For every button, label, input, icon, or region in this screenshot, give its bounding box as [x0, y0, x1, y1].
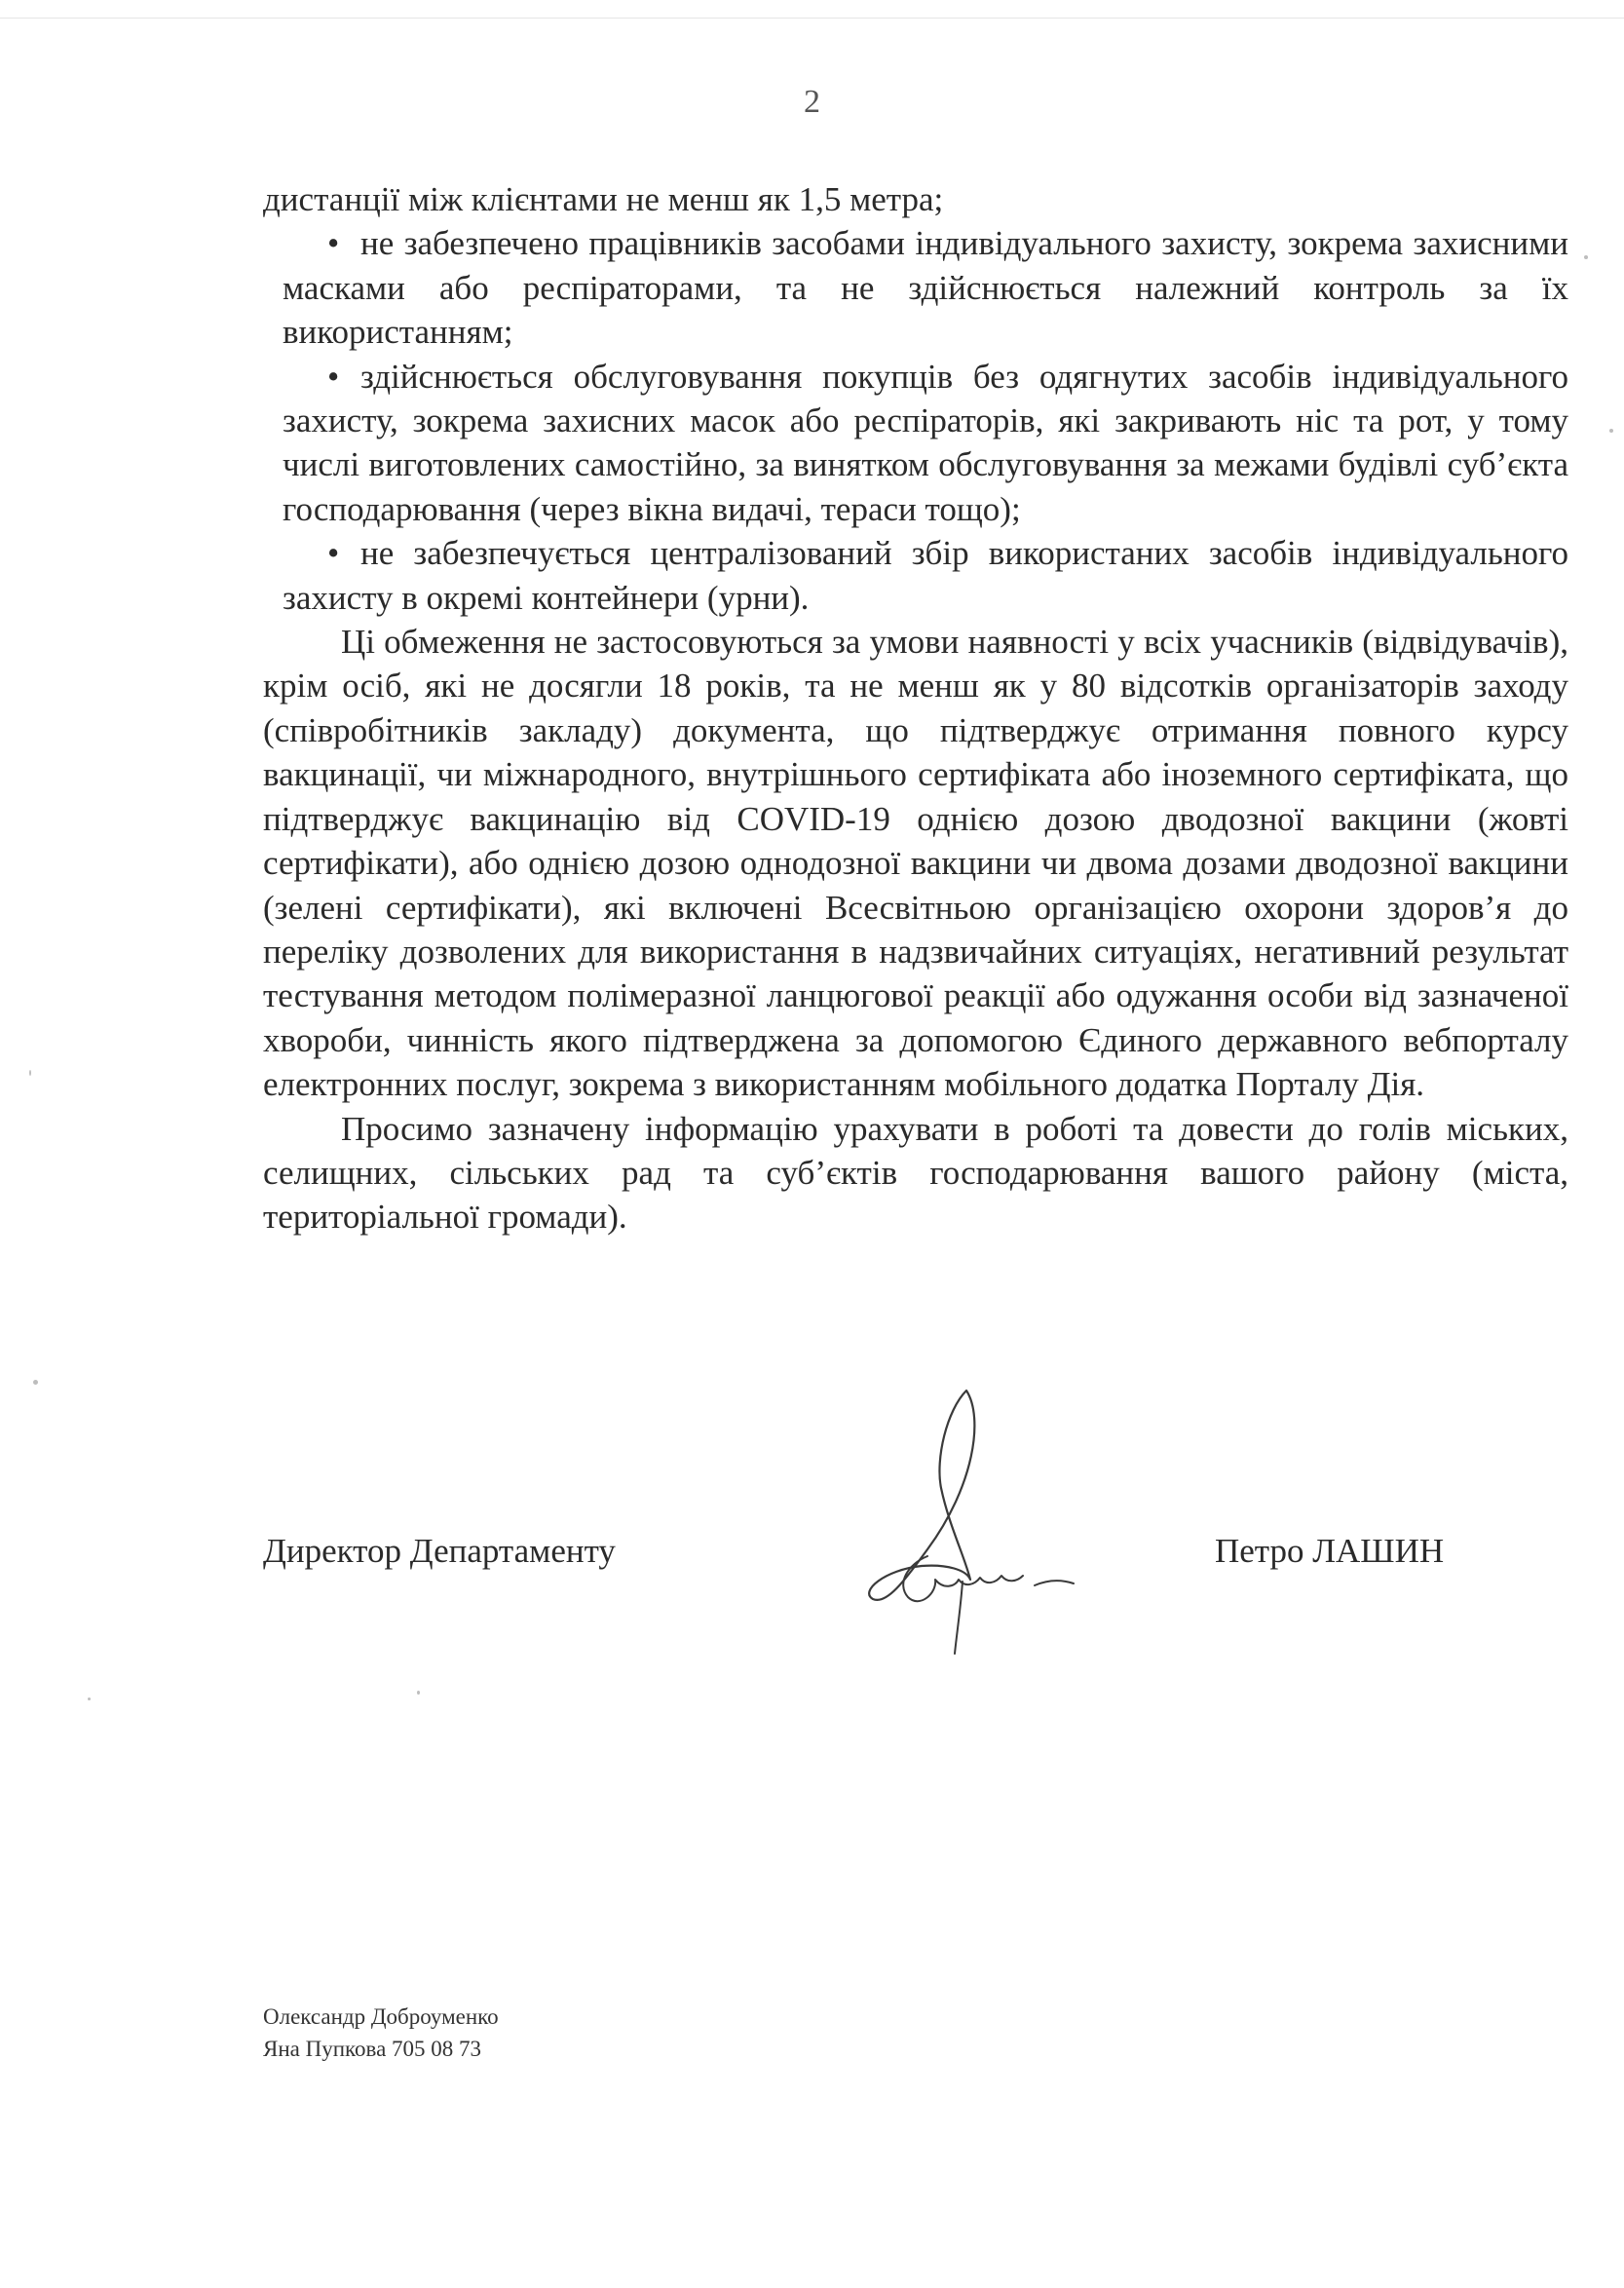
restriction-list	[263, 221, 1568, 620]
list-item: • здійснюється обслуговування покупців без одягнутих засобів індивідуального захисту, зокрема захисних масок або респіраторів, які закривають ніс та рот, у тому числі виготовлених самостійно, за винятком обслуговування за межами будівлі суб’єкта господарювання (через вікна видачі, тераси тощо);	[283, 357, 1568, 528]
list-item-text: не забезпечено працівників засобами індивідуального захисту, зокрема захисними масками або респіраторами, та не здійснюється належний контроль за їх використанням;	[283, 224, 1568, 352]
scan-speck	[1609, 429, 1613, 433]
list-item-text: не забезпечується централізований збір використаних засобів індивідуального захисту в окремі контейнери (урни).	[283, 534, 1568, 617]
executor-contact: Яна Пупкова 705 08 73	[263, 2037, 482, 2061]
list-item-text: здійснюється обслуговування покупців без одягнутих засобів індивідуального захисту, зокрема захисних масок або респіраторів, які закривають ніс та рот, у тому числі виготовлених самостійно, за винятком обслуговування за межами будівлі суб’єкта господарювання (через вікна видачі, тераси тощо);	[283, 357, 1568, 528]
scan-speck	[29, 1070, 31, 1076]
scan-edge-line	[0, 18, 1624, 19]
position-title: Директор Департаменту	[263, 1532, 616, 1570]
list-item: • не забезпечується централізований збір використаних засобів індивідуального захисту в окремі контейнери (урни).	[283, 534, 1568, 617]
continuation-line: дистанції між клієнтами не менш як 1,5 метра;	[263, 180, 944, 218]
scan-speck	[33, 1380, 38, 1385]
footer-block	[263, 2001, 499, 2065]
scan-speck	[417, 1691, 420, 1695]
list-item: • не забезпечено працівників засобами індивідуального захисту, зокрема захисними масками або респіраторами, та не здійснюється належний контроль за їх використанням;	[283, 224, 1568, 352]
exemption-paragraph: Ці обмеження не застосовуються за умови наявності у всіх учасників (відвідувачів), крім осіб, які не досягли 18 років, та не менш як у 80 відсотків організаторів заходу (співробітників закладу) документа, що підтверджує отримання повного курсу вакцинації, чи міжнародного, внутрішнього сертифіката або іноземного сертифіката, що підтверджує вакцинацію від COVID-19 однією дозою дводозної вакцини (жовті сертифікати), або однією дозою однодозної вакцини чи двома дозами дводозної вакцини (зелені сертифікати), які включені Всесвітньою організацією охорони здоров’я до переліку дозволених для використання в надзвичайних ситуаціях, негативний результат тестування методом полімеразної ланцюгової реакції або одужання особи від зазначеної хвороби, чинність якого підтверджена за допомогою Єдиного державного вебпорталу електронних послуг, зокрема з використанням мобільного додатка Порталу Дія.	[263, 623, 1568, 1104]
request-paragraph: Просимо зазначену інформацію урахувати в роботі та довести до голів міських, селищних, сільських рад та суб’єктів господарювання вашого району (міста, територіальної громади).	[263, 1109, 1568, 1237]
scan-speck	[1584, 255, 1588, 259]
page-number: 2	[804, 84, 820, 120]
signer-name: Петро ЛАШИН	[1215, 1532, 1445, 1570]
executor-name: Олександр Доброуменко	[263, 2004, 499, 2029]
handwritten-signature-image	[818, 1379, 1091, 1661]
letter-body	[263, 177, 1568, 1239]
scan-speck	[88, 1697, 91, 1700]
